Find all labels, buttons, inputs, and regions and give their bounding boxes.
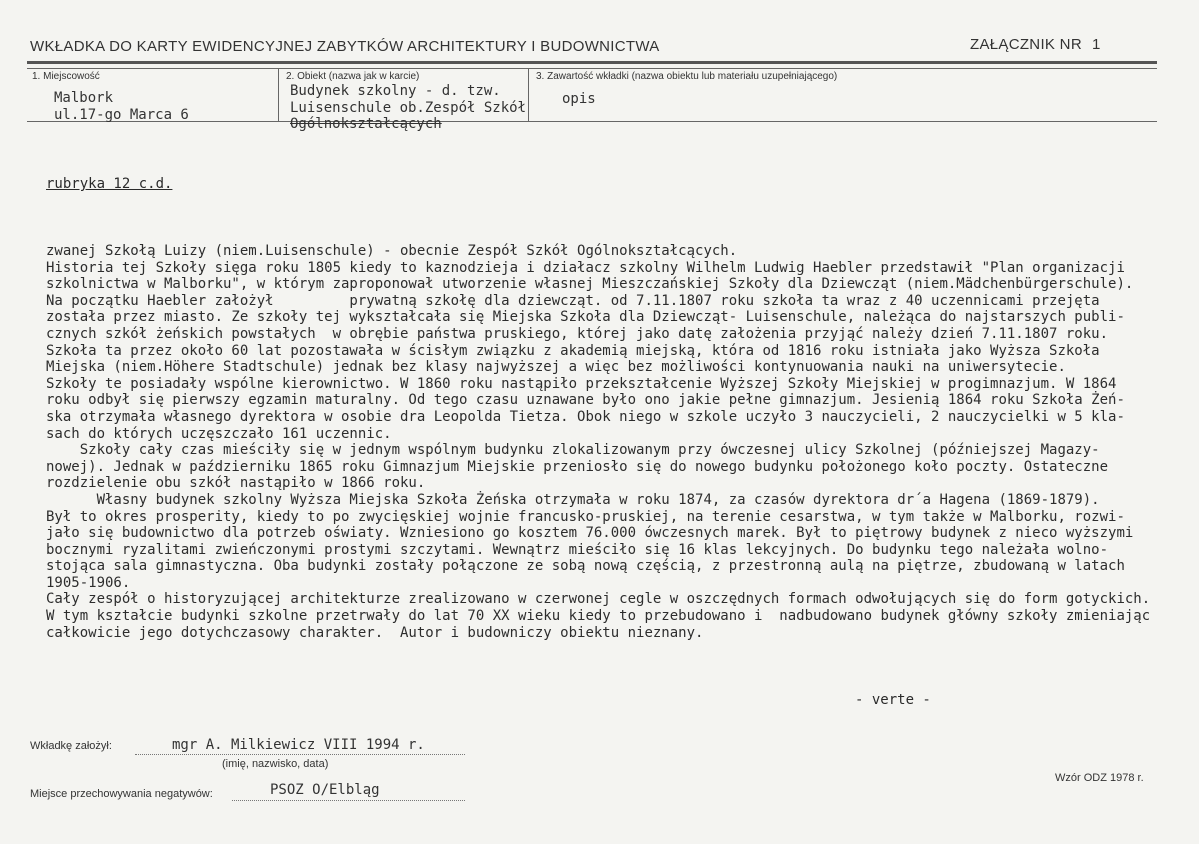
body-line: ska otrzymała własnego dyrektora w osobie dra Leopolda Tietza. Obok niego w szkole uczyło 3 nauczycieli, 2 nauczycielki w 5 kla-: [46, 408, 1125, 425]
locality-label: 1. Miejscowość: [32, 71, 100, 82]
body-line: szkolnictwa w Malborku", w którym zaproponował utworzenie własnej Mieszczańskiej Szkoły dla Dziewcząt (niem.Mädchenbürgerschule).: [46, 276, 1134, 293]
body-line: została przez miasto. Ze szkoły tej wykształcała się Miejska Szkoła dla Dziewcząt- Luisenschule, należąca do najstarszych publi-: [46, 309, 1125, 326]
body-line: całkowicie jego dotychczasowy charakter. Autor i budowniczy obiektu nieznany.: [46, 624, 704, 641]
body-line: zwanej Szkołą Luizy (niem.Luisenschule) - obecnie Zespół Szkół Ogólnokształcących.: [46, 243, 738, 259]
body-line: Był to okres prosperity, kiedy to po zwycięskiej wojnie francusko-pruskiej, na terenie cesarstwa, w tym także w Malborku, rozwi-: [46, 508, 1125, 525]
contents-label: 3. Zawartość wkładki (nazwa obiektu lub materiału uzupełniającego): [536, 71, 838, 82]
body-line: nowej). Jednak w październiku 1865 roku Gimnazjum Miejskie przeniosło się do nowego budynku położonego koło poczty. Ostateczne: [46, 458, 1109, 475]
body-line: Szkoła ta przez około 60 lat pozostawała w ścisłym związku z akademią miejską, która od 1816 roku istniała jako Wyższa Szkoła: [46, 342, 1100, 359]
body-line: jało się budownictwo dla potrzeb oświaty. Wzniesiono go kosztem 76.000 ówczesnych marek. Był to piętrowy budynek z nieco wyższymi: [46, 525, 1134, 542]
rubric-heading: rubryka 12 c.d.: [46, 176, 173, 192]
body-line: rozdzielenie obu szkół nastąpiło w 1866 roku.: [46, 475, 426, 492]
object-line-2: Luisenschule ob.Zespół Szkół: [290, 100, 527, 116]
description-body: [46, 243, 1156, 641]
author-dotted-line: [135, 754, 465, 755]
negatives-value: PSOZ O/Elbląg: [270, 782, 380, 798]
locality-line-2: ul.17-go Marca 6: [54, 107, 189, 123]
object-line-3: Ogólnokształcących: [290, 116, 442, 132]
body-line: roku odbył się pierwszy egzamin maturalny. Od tego czasu uznawane było ono jakie pełne gimnazjum. Jesienią 1864 roku Szkoła Żeń-: [46, 392, 1125, 409]
body-line: Cały zespół o historyzującej architekturze zrealizowano w czerwonej cegle w oszczędnych formach odwołujących się do form gotyckich.: [46, 591, 1151, 608]
form-title: WKŁADKA DO KARTY EWIDENCYJNEJ ZABYTKÓW ARCHITEKTURY I BUDOWNICTWA: [30, 38, 660, 55]
author-hint: (imię, nazwisko, data): [222, 758, 329, 770]
body-line: W tym kształcie budynki szkolne przetrwały do lat 70 XX wieku kiedy to przebudowano i nadbudowano budynek główny szkoły zmieniając: [46, 608, 1151, 625]
locality-line-1: Malbork: [54, 90, 114, 106]
object-line-1: Budynek szkolny - d. tzw.: [290, 83, 501, 99]
fields-rule-bottom: [27, 121, 1157, 122]
author-value: mgr A. Milkiewicz VIII 1994 r.: [172, 737, 425, 753]
body-line: cznych szkół żeńskich powstałych w obrębie państwa pruskiego, której jako datę założenia przyjąć należy dzień 7.11.1807 roku.: [46, 325, 1109, 342]
field-divider-2: [528, 68, 529, 122]
body-line: Szkoły te posiadały wspólne kierownictwo. W 1860 roku nastąpiło przekształcenie Wyższej Szkoły Miejskiej w progimnazjum. W 1864: [46, 375, 1117, 392]
body-line: Na początku Haebler założył prywatną szkołę dla dziewcząt. od 7.11.1807 roku szkoła ta wraz z 40 uczennicami przejęta: [46, 292, 1100, 309]
negatives-label: Miejsce przechowywania negatywów:: [30, 788, 213, 800]
annex-label: ZAŁĄCZNIK NR: [970, 36, 1082, 53]
body-line: Miejska (niem.Höhere Stadtschule) jednak bez klasy najwyższej a więc bez możliwości kontynuowania nauki na uniwersytecie.: [46, 359, 1066, 376]
form-reference: Wzór ODZ 1978 r.: [1055, 772, 1144, 784]
body-line: 1905-1906.: [46, 574, 131, 591]
negatives-dotted-line: [232, 800, 465, 801]
body-line: Własny budynek szkolny Wyższa Miejska Szkoła Żeńska otrzymała w roku 1874, za czasów dyrektora dr´a Hagena (1869-1879).: [46, 491, 1100, 508]
contents-value: opis: [562, 91, 596, 107]
author-label: Wkładkę założył:: [30, 740, 112, 752]
object-label: 2. Obiekt (nazwa jak w karcie): [286, 71, 420, 82]
body-line: Historia tej Szkoły sięga roku 1805 kiedy to kaznodzieja i działacz szkolny Wilhelm Ludwig Haebler przedstawił "Plan organizacji: [46, 259, 1125, 276]
header-rule-top: [27, 61, 1157, 64]
body-line: stojąca sala gimnastyczna. Oba budynki zostały połączone ze sobą nową częścią, z przestronną aulą na piętrze, zbudowaną w latach: [46, 558, 1125, 575]
body-line: bocznymi ryzalitami zwieńczonymi prostymi szczytami. Wewnątrz mieściło się 16 klas lekcyjnych. Do budynku tego należała wolno-: [46, 541, 1109, 558]
body-line: Szkoły cały czas mieściły się w jednym wspólnym budynku zlokalizowanym przy ówczesnej ulicy Szkolnej (późniejszej Magazy-: [46, 442, 1100, 459]
annex-number: [970, 36, 1101, 53]
verte-note: - verte -: [855, 692, 931, 708]
field-divider-1: [278, 68, 279, 122]
body-line: sach do których uczęszczało 161 uczennic.: [46, 425, 392, 442]
annex-value: 1: [1091, 36, 1101, 53]
header-rule-inner: [27, 68, 1157, 69]
